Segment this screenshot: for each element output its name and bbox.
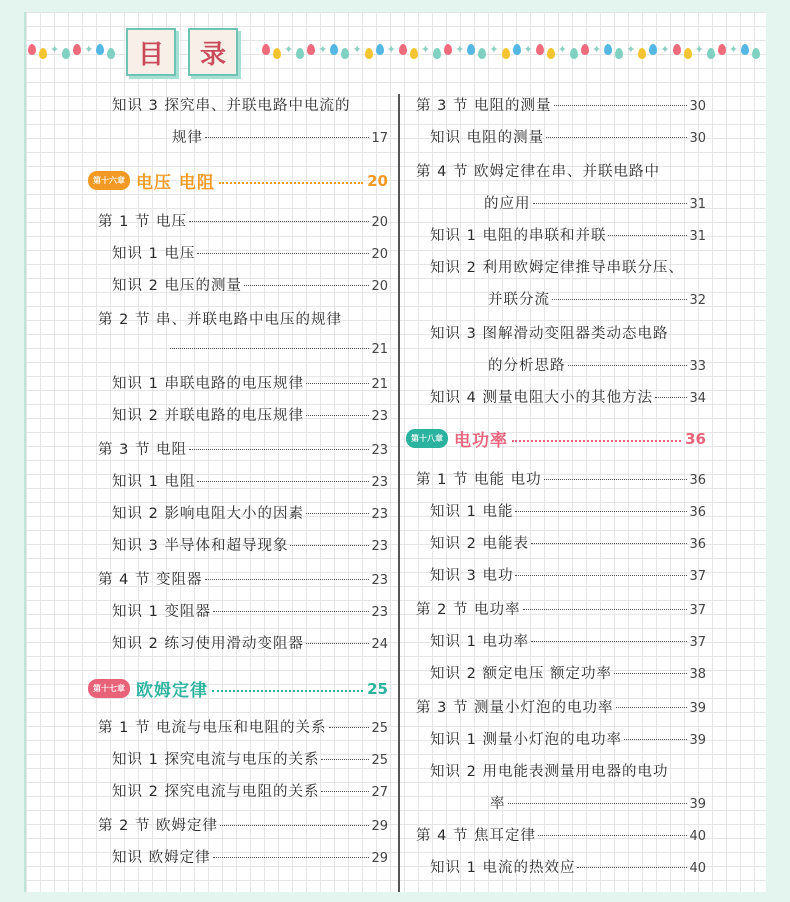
drop-icon xyxy=(684,48,692,59)
chapter-16-heading[interactable] xyxy=(88,168,388,193)
drop-icon xyxy=(718,44,726,55)
drop-icon xyxy=(638,48,646,59)
toc-entry[interactable] xyxy=(416,94,706,115)
entry-title: 知识 欧姆定律 xyxy=(112,850,211,866)
entry-page: 21 xyxy=(371,377,388,392)
drop-icon xyxy=(707,48,715,59)
entry-title: 知识 3 探究串、并联电路中电流的 xyxy=(112,98,351,114)
drop-icon xyxy=(28,44,36,55)
entry-title: 知识 2 利用欧姆定律推导串联分压、 xyxy=(430,260,684,276)
entry-page: 25 xyxy=(371,721,388,736)
entry-page: 24 xyxy=(371,637,388,652)
toc-title-char-2: 录 xyxy=(188,28,238,76)
entry-title: 知识 3 半导体和超导现象 xyxy=(112,538,289,554)
toc-entry[interactable] xyxy=(430,728,706,749)
entry-page: 36 xyxy=(689,505,706,520)
toc-entry[interactable] xyxy=(112,748,388,769)
toc-entry[interactable] xyxy=(430,500,706,521)
drop-icon xyxy=(330,44,338,55)
entry-title: 的应用 xyxy=(484,196,531,212)
toc-entry[interactable] xyxy=(430,224,706,245)
drop-icon xyxy=(273,48,281,59)
entry-title: 第 2 节 电功率 xyxy=(416,602,521,618)
entry-title: 知识 2 额定电压 额定功率 xyxy=(430,666,613,682)
drop-icon xyxy=(444,44,452,55)
entry-page: 20 xyxy=(371,279,388,294)
drop-icon xyxy=(513,44,521,55)
sparkle-icon: ✦ xyxy=(420,42,431,56)
chapter-18-badge: 第十八章 xyxy=(406,429,448,448)
entry-page: 21 xyxy=(371,342,388,357)
toc-entry[interactable] xyxy=(112,502,388,523)
entry-title: 第 1 节 电流与电压和电阻的关系 xyxy=(98,720,327,736)
entry-page: 36 xyxy=(689,537,706,552)
chapter-16-badge: 第十六章 xyxy=(88,171,130,190)
entry-page: 20 xyxy=(371,215,388,230)
toc-entry[interactable] xyxy=(112,94,392,115)
entry-page: 23 xyxy=(371,409,388,424)
toc-entry[interactable] xyxy=(430,126,706,147)
drop-icon xyxy=(262,44,270,55)
drop-icon xyxy=(547,48,555,59)
toc-entry[interactable] xyxy=(98,210,388,231)
toc-entry[interactable] xyxy=(430,322,710,343)
drop-icon xyxy=(649,44,657,55)
toc-entry[interactable] xyxy=(112,632,388,653)
drop-icon xyxy=(581,44,589,55)
drop-icon xyxy=(433,48,441,59)
entry-page: 23 xyxy=(371,475,388,490)
toc-entry[interactable] xyxy=(112,534,388,555)
entry-page: 32 xyxy=(689,293,706,308)
entry-title: 知识 4 测量电阻大小的其他方法 xyxy=(430,390,653,406)
toc-entry[interactable] xyxy=(488,288,706,309)
toc-entry[interactable] xyxy=(98,568,388,589)
entry-page: 23 xyxy=(371,507,388,522)
entry-title: 第 4 节 变阻器 xyxy=(98,572,203,588)
sparkle-icon: ✦ xyxy=(489,42,499,56)
chapter-18-page: 36 xyxy=(685,429,706,448)
toc-entry[interactable] xyxy=(416,468,706,489)
entry-page: 40 xyxy=(689,829,706,844)
drop-icon xyxy=(570,48,578,59)
entry-title: 知识 1 测量小灯泡的电功率 xyxy=(430,732,622,748)
toc-entry[interactable] xyxy=(98,438,388,459)
entry-title: 的分析思路 xyxy=(488,358,566,374)
entry-page: 29 xyxy=(371,819,388,834)
sparkle-icon: ✦ xyxy=(626,42,636,56)
toc-entry[interactable] xyxy=(168,342,388,357)
entry-page: 33 xyxy=(689,359,706,374)
entry-title: 第 2 节 欧姆定律 xyxy=(98,818,219,834)
sparkle-icon: ✦ xyxy=(352,42,362,56)
entry-title: 知识 2 探究电流与电阻的关系 xyxy=(112,784,320,800)
entry-page: 37 xyxy=(689,635,706,650)
toc-entry[interactable] xyxy=(112,846,388,867)
chapter-18-heading[interactable] xyxy=(406,426,706,451)
drop-icon xyxy=(502,48,510,59)
entry-title: 并联分流 xyxy=(488,292,550,308)
toc-entry[interactable] xyxy=(430,760,710,781)
decorative-drops-right xyxy=(262,34,760,64)
toc-page xyxy=(24,12,766,892)
sparkle-icon: ✦ xyxy=(728,42,739,56)
drop-icon xyxy=(39,48,47,59)
entry-title: 知识 3 图解滑动变阻器类动态电路 xyxy=(430,326,669,342)
entry-title: 知识 2 并联电路的电压规律 xyxy=(112,408,304,424)
entry-title: 知识 3 电功 xyxy=(430,568,514,584)
drop-icon xyxy=(341,48,349,59)
drop-icon xyxy=(365,48,373,59)
sparkle-icon: ✦ xyxy=(386,42,396,56)
entry-page: 17 xyxy=(371,131,388,146)
toc-entry[interactable] xyxy=(430,532,706,553)
toc-entry[interactable] xyxy=(430,256,710,277)
toc-entry[interactable] xyxy=(112,780,388,801)
chapter-18-name: 电功率 xyxy=(454,431,508,451)
entry-page: 37 xyxy=(689,569,706,584)
toc-entry[interactable] xyxy=(430,662,706,683)
entry-page: 30 xyxy=(689,99,706,114)
drop-icon xyxy=(615,48,623,59)
toc-entry[interactable] xyxy=(112,404,388,425)
entry-page: 23 xyxy=(371,605,388,620)
entry-title: 知识 1 电阻的串联和并联 xyxy=(430,228,607,244)
entry-page: 27 xyxy=(371,785,388,800)
toc-entry[interactable] xyxy=(490,792,706,813)
sparkle-icon: ✦ xyxy=(694,42,704,56)
toc-entry[interactable] xyxy=(416,824,706,845)
entry-title: 知识 1 电功率 xyxy=(430,634,529,650)
entry-page: 31 xyxy=(689,197,706,212)
toc-entry[interactable] xyxy=(430,630,706,651)
entry-title: 第 2 节 串、并联电路中电压的规律 xyxy=(98,312,343,328)
entry-title: 第 1 节 电能 电功 xyxy=(416,472,542,488)
entry-page: 20 xyxy=(371,247,388,262)
sparkle-icon: ✦ xyxy=(284,42,294,56)
entry-page: 39 xyxy=(689,733,706,748)
toc-entry[interactable] xyxy=(112,372,388,393)
entry-title: 知识 1 变阻器 xyxy=(112,604,211,620)
entry-title: 第 4 节 焦耳定律 xyxy=(416,828,537,844)
column-divider xyxy=(398,94,400,892)
sparkle-icon: ✦ xyxy=(84,42,94,56)
entry-page: 23 xyxy=(371,539,388,554)
entry-title: 知识 1 电流的热效应 xyxy=(430,860,576,876)
drop-icon xyxy=(536,44,544,55)
entry-title: 知识 1 电能 xyxy=(430,504,514,520)
sparkle-icon: ✦ xyxy=(455,42,465,56)
drop-icon xyxy=(741,44,749,55)
entry-title: 知识 1 串联电路的电压规律 xyxy=(112,376,304,392)
entry-title: 知识 1 探究电流与电压的关系 xyxy=(112,752,320,768)
drop-icon xyxy=(478,48,486,59)
toc-entry[interactable] xyxy=(98,716,388,737)
drop-icon xyxy=(673,44,681,55)
entry-title: 知识 1 电阻 xyxy=(112,474,196,490)
entry-page: 31 xyxy=(689,229,706,244)
entry-page: 34 xyxy=(689,391,706,406)
entry-title: 第 3 节 电阻 xyxy=(98,442,188,458)
toc-entry[interactable] xyxy=(112,274,388,295)
entry-title: 知识 2 电压的测量 xyxy=(112,278,242,294)
chapter-16-name: 电压 电阻 xyxy=(136,173,215,193)
entry-title: 第 1 节 电压 xyxy=(98,214,188,230)
toc-entry[interactable] xyxy=(430,386,706,407)
sparkle-icon: ✦ xyxy=(591,42,602,56)
toc-entry[interactable] xyxy=(112,470,388,491)
entry-title: 规律 xyxy=(172,130,203,146)
chapter-17-heading[interactable] xyxy=(88,676,388,701)
toc-entry[interactable] xyxy=(430,564,706,585)
entry-title: 知识 2 电能表 xyxy=(430,536,529,552)
toc-entry[interactable] xyxy=(98,308,390,329)
toc-entry[interactable] xyxy=(416,160,708,181)
toc-entry[interactable] xyxy=(416,598,706,619)
chapter-17-name: 欧姆定律 xyxy=(136,681,208,701)
entry-page: 29 xyxy=(371,851,388,866)
sparkle-icon: ✦ xyxy=(660,42,670,56)
entry-title: 知识 2 用电能表测量用电器的电功 xyxy=(430,764,669,780)
sparkle-icon: ✦ xyxy=(50,42,60,56)
entry-title: 知识 1 电压 xyxy=(112,246,196,262)
drop-icon xyxy=(107,48,115,59)
chapter-17-page: 25 xyxy=(367,679,388,698)
entry-title: 知识 2 练习使用滑动变阻器 xyxy=(112,636,304,652)
entry-title: 率 xyxy=(490,796,506,812)
toc-title-char-1: 目 xyxy=(126,28,176,76)
entry-page: 23 xyxy=(371,443,388,458)
entry-title: 知识 2 影响电阻大小的因素 xyxy=(112,506,304,522)
sparkle-icon: ✦ xyxy=(318,42,328,56)
sparkle-icon: ✦ xyxy=(557,42,567,56)
entry-page: 30 xyxy=(689,131,706,146)
toc-entry[interactable] xyxy=(112,600,388,621)
sparkle-icon: ✦ xyxy=(523,42,533,56)
entry-title: 第 4 节 欧姆定律在串、并联电路中 xyxy=(416,164,661,180)
entry-page: 25 xyxy=(371,753,388,768)
drop-icon xyxy=(752,48,760,59)
toc-entry[interactable] xyxy=(488,354,706,375)
drop-icon xyxy=(604,44,612,55)
entry-page: 23 xyxy=(371,573,388,588)
drop-icon xyxy=(307,44,315,55)
drop-icon xyxy=(96,44,104,55)
entry-page: 39 xyxy=(689,701,706,716)
entry-page: 38 xyxy=(689,667,706,682)
chapter-17-badge: 第十七章 xyxy=(88,679,130,698)
chapter-16-page: 20 xyxy=(367,171,388,190)
drop-icon xyxy=(62,48,70,59)
entry-page: 40 xyxy=(689,861,706,876)
entry-page: 37 xyxy=(689,603,706,618)
drop-icon xyxy=(467,44,475,55)
drop-icon xyxy=(399,44,407,55)
entry-title: 第 3 节 电阻的测量 xyxy=(416,98,552,114)
toc-entry[interactable] xyxy=(430,856,706,877)
decorative-drops-left xyxy=(28,34,115,64)
toc-entry[interactable] xyxy=(416,696,706,717)
entry-page: 39 xyxy=(689,797,706,812)
entry-page: 36 xyxy=(689,473,706,488)
toc-entry[interactable] xyxy=(112,242,388,263)
entry-title: 知识 电阻的测量 xyxy=(430,130,545,146)
entry-title: 第 3 节 测量小灯泡的电功率 xyxy=(416,700,614,716)
toc-entry[interactable] xyxy=(484,192,706,213)
toc-entry[interactable] xyxy=(172,126,388,147)
drop-icon xyxy=(73,44,81,55)
toc-entry[interactable] xyxy=(98,814,388,835)
drop-icon xyxy=(410,48,418,59)
drop-icon xyxy=(376,44,384,55)
drop-icon xyxy=(296,48,304,59)
